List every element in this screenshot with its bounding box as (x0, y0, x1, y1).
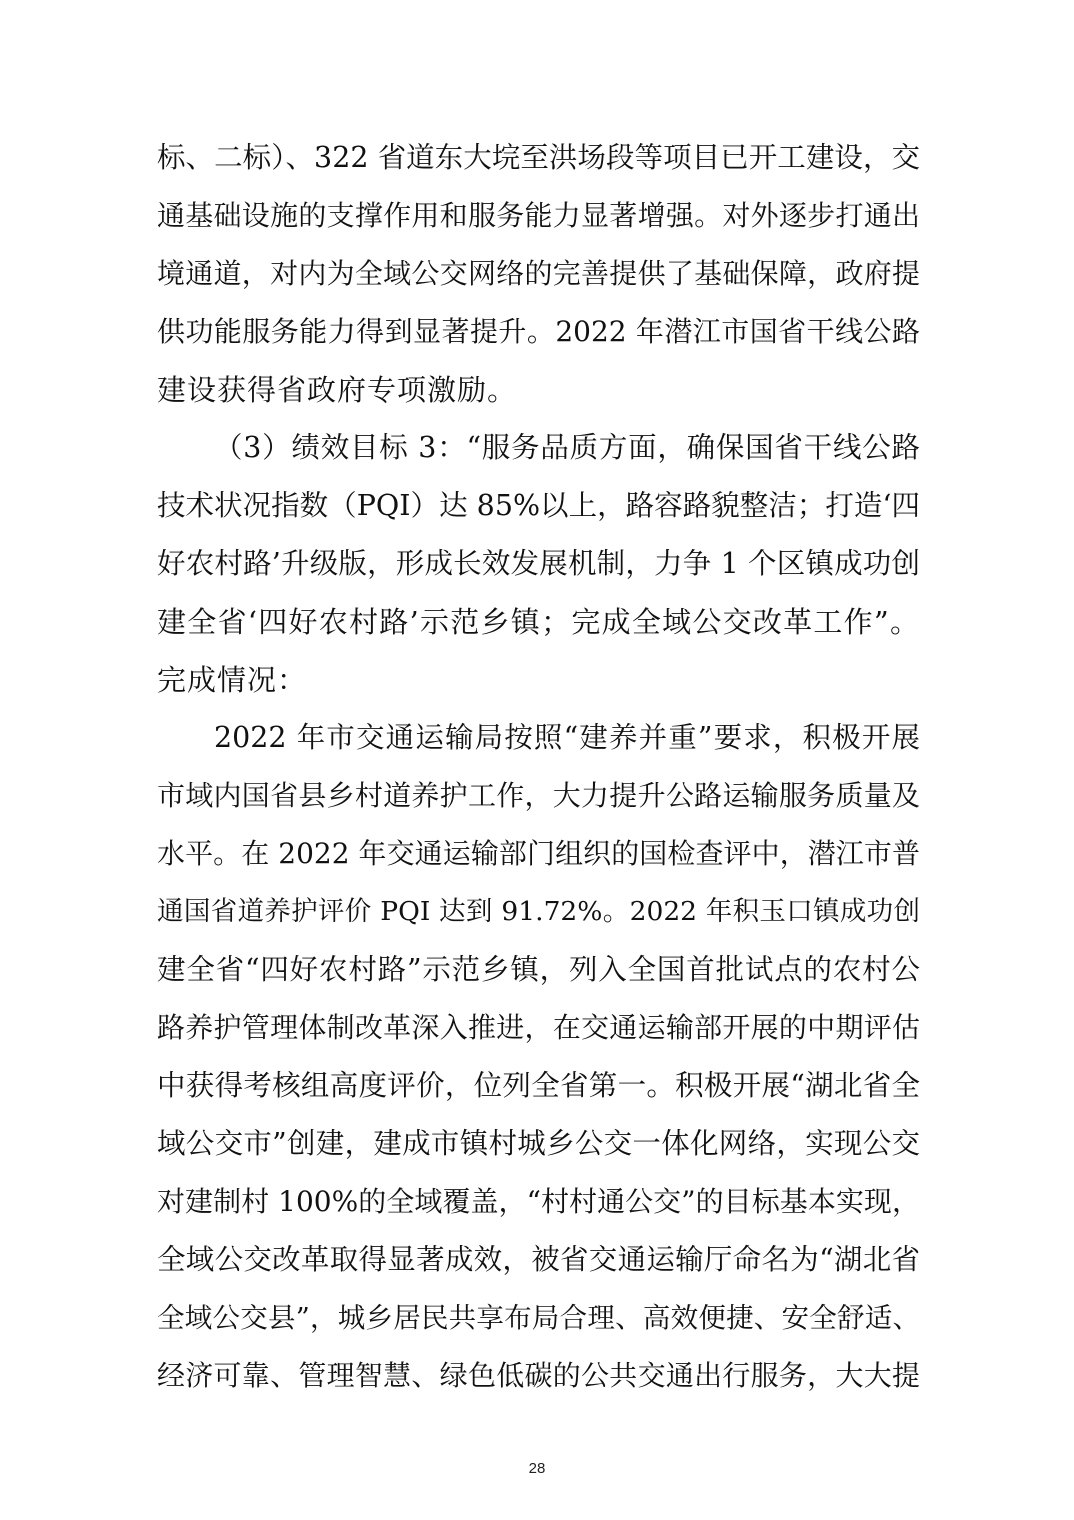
text-line: 完成情况： (157, 663, 308, 697)
text-line: 经济可靠、管理智慧、绿色低碳的公共交通出行服务，大大提 (157, 1359, 920, 1392)
text-line: 标、二标）、322 省道东大垸至洪场段等项目已开工建设，交 (157, 141, 920, 174)
text-line: 通基础设施的支撑作用和服务能力显著增强。对外逐步打通出 (157, 199, 920, 232)
text-line: 通国省道养护评价 PQI 达到 91.72%。2022 年积玉口镇成功创 (157, 896, 920, 927)
text-line: 建全省“四好农村路”示范乡镇，列入全国首批试点的农村公 (157, 953, 920, 986)
text-line: 2022 年市交通运输局按照“建养并重”要求，积极开展 (214, 721, 920, 754)
page-number: 28 (528, 1460, 546, 1477)
text-line: 建设获得省政府专项激励。 (157, 373, 518, 407)
text-line: （3）绩效目标 3：“服务品质方面，确保国省干线公路 (214, 431, 920, 464)
text-line: 路养护管理体制改革深入推进，在交通运输部开展的中期评估 (157, 1011, 920, 1044)
text-line: 域公交市”创建，建成市镇村城乡公交一体化网络，实现公交 (157, 1127, 920, 1160)
text-line: 供功能服务能力得到显著提升。2022 年潜江市国省干线公路 (157, 315, 920, 348)
text-line: 好农村路’升级版，形成长效发展机制，力争 1 个区镇成功创 (157, 547, 920, 580)
text-line: 全域公交县”，城乡居民共享布局合理、高效便捷、安全舒适、 (157, 1302, 920, 1334)
text-line: 建全省‘四好农村路’示范乡镇；完成全域公交改革工作”。 (157, 605, 920, 639)
text-line: 境通道，对内为全域公交网络的完善提供了基础保障，政府提 (157, 257, 920, 290)
text-line: 全域公交改革取得显著成效，被省交通运输厅命名为“湖北省 (157, 1243, 920, 1276)
text-line: 水平。在 2022 年交通运输部门组织的国检查评中，潜江市普 (157, 837, 920, 870)
text-line: 中获得考核组高度评价，位列全省第一。积极开展“湖北省全 (157, 1069, 920, 1102)
text-line: 技术状况指数（PQI）达 85%以上，路容路貌整洁；打造‘四 (157, 489, 920, 522)
text-line: 对建制村 100%的全域覆盖，“村村通公交”的目标基本实现， (157, 1185, 920, 1218)
text-line: 市域内国省县乡村道养护工作，大力提升公路运输服务质量及 (157, 779, 920, 812)
